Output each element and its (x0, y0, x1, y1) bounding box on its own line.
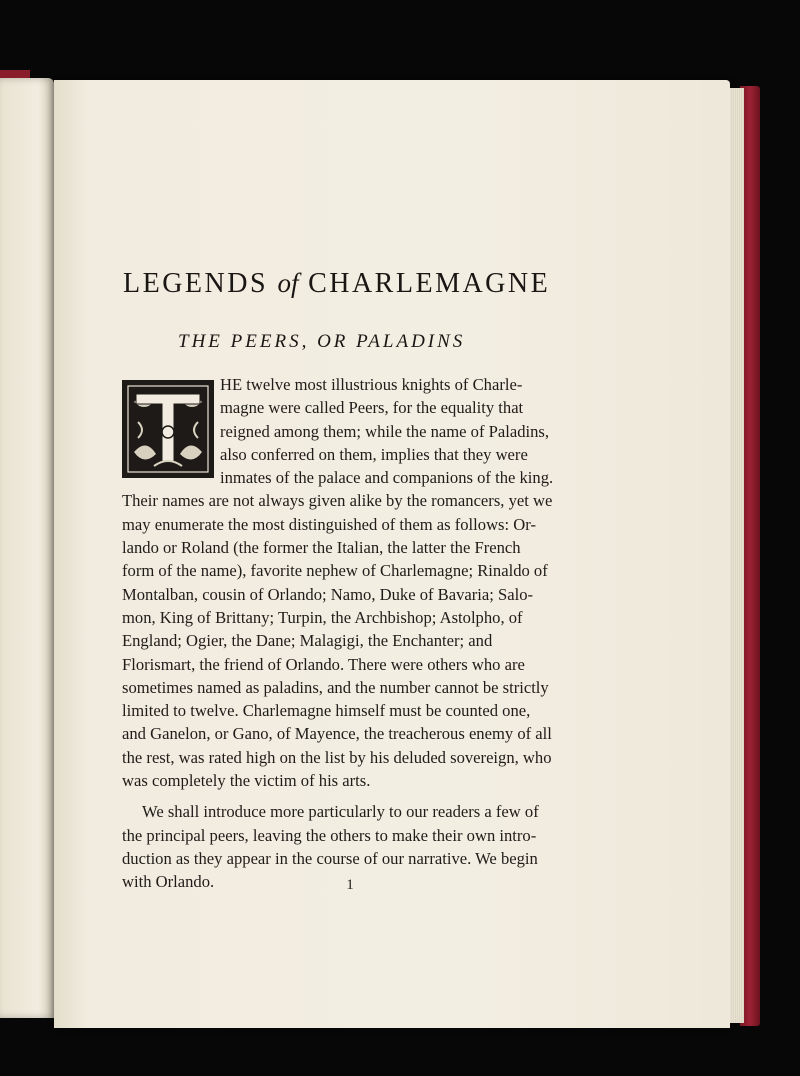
text-line: Their names are not always given alike by the romancers, yet we (122, 491, 553, 511)
text-line: We shall introduce more particularly to our readers a few of (142, 802, 539, 822)
text-line: HE twelve most illustrious knights of Charle- (220, 375, 523, 394)
text-line: England; Ogier, the Dane; Malagigi, the Enchanter; and (122, 631, 493, 651)
text-line: form of the name), favorite nephew of Charlemagne; Rinaldo of (122, 561, 548, 581)
section-heading: THE PEERS, OR PALADINS (178, 331, 466, 352)
text-line: with Orlando. (122, 872, 215, 892)
text-line: may enumerate the most distinguished of them as follows: Or- (122, 514, 536, 534)
text-line: sometimes named as paladins, and the number cannot be strictly (122, 677, 549, 697)
chapter-title (123, 268, 593, 300)
left-page (0, 78, 54, 1018)
text-line: the principal peers, leaving the others to make their own intro- (122, 825, 537, 845)
text-line: duction as they appear in the course of our narrative. We begin (122, 848, 538, 868)
body-text (122, 373, 588, 894)
text-line: Florismart, the friend of Orlando. There were others who are (122, 654, 525, 674)
title-legends: LEGENDS (123, 268, 269, 299)
text-line: reigned among them; while the name of Paladins, (220, 421, 550, 441)
title-of: of (277, 268, 299, 298)
text-line: the rest, was rated high on the list by his deluded sovereign, who (122, 747, 552, 767)
text-line: lando or Roland (the former the Italian, the latter the French (122, 538, 521, 558)
text-line: mon, King of Brittany; Turpin, the Archbishop; Astolpho, of (122, 607, 523, 627)
text-line: inmates of the palace and companions of the king. (220, 468, 554, 488)
text-line: Montalban, cousin of Orlando; Namo, Duke of Bavaria; Salo- (122, 584, 534, 604)
page-edges (730, 88, 744, 1023)
title-charlemagne: CHARLEMAGNE (308, 268, 551, 299)
page-number: 1 (346, 877, 354, 893)
text-line: and Ganelon, or Gano, of Mayence, the treacherous enemy of all (122, 724, 552, 744)
text-line: limited to twelve. Charlemagne himself must be counted one, (122, 701, 531, 721)
text-line: also conferred on them, implies that they were (220, 444, 528, 464)
text-line: was completely the victim of his arts. (122, 771, 371, 791)
text-line: magne were called Peers, for the equality that (220, 398, 524, 418)
